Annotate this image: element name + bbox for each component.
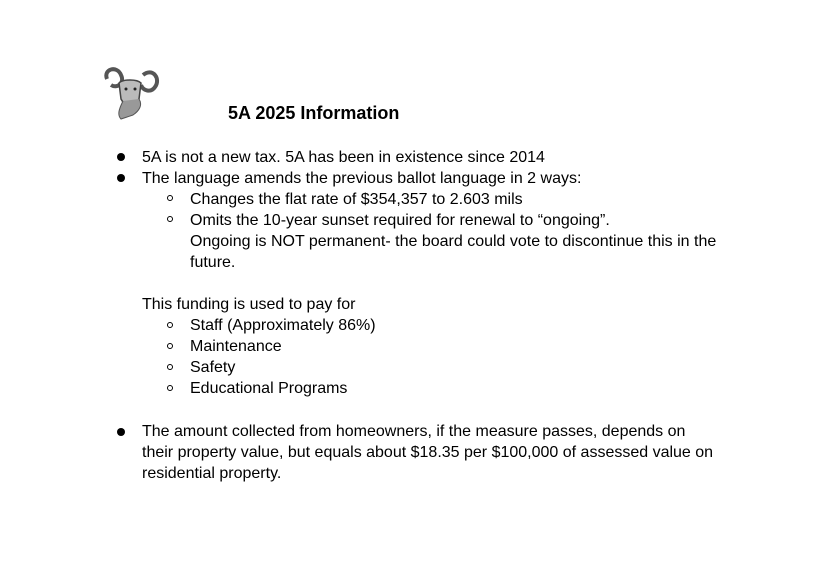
sub-bullet-icon [167, 216, 173, 222]
ram-logo-icon [99, 65, 161, 121]
amount-text: The amount collected from homeowners, if the measure passes, depends on [142, 423, 686, 440]
sub-bullet-icon [167, 322, 173, 328]
amendment-item: Changes the flat rate of $354,357 to 2.603 mils [190, 191, 523, 208]
bullet-icon [117, 153, 125, 161]
funding-item: Safety [190, 359, 236, 376]
funding-item: Educational Programs [190, 380, 348, 397]
funding-item: Maintenance [190, 338, 282, 355]
amendment-note: future. [190, 254, 236, 271]
sub-bullet-icon [167, 364, 173, 370]
amount-text: their property value, but equals about $18.35 per $100,000 of assessed value on [142, 444, 714, 461]
page-title: 5A 2025 Information [228, 103, 400, 123]
sub-bullet-icon [167, 343, 173, 349]
amendment-note: Ongoing is NOT permanent- the board could vote to discontinue this in the [190, 233, 717, 250]
funding-intro: This funding is used to pay for [142, 296, 356, 313]
bullet-icon [117, 174, 125, 182]
amendment-item: Omits the 10-year sunset required for renewal to “ongoing”. [190, 212, 610, 229]
sub-bullet-icon [167, 385, 173, 391]
bullet-amendments-intro: The language amends the previous ballot language in 2 ways: [142, 170, 582, 187]
funding-item: Staff (Approximately 86%) [190, 317, 376, 334]
amount-text: residential property. [142, 465, 282, 482]
bullet-icon [117, 428, 125, 436]
sub-bullet-icon [167, 195, 173, 201]
bullet-existing-tax: 5A is not a new tax. 5A has been in existence since 2014 [142, 149, 545, 166]
